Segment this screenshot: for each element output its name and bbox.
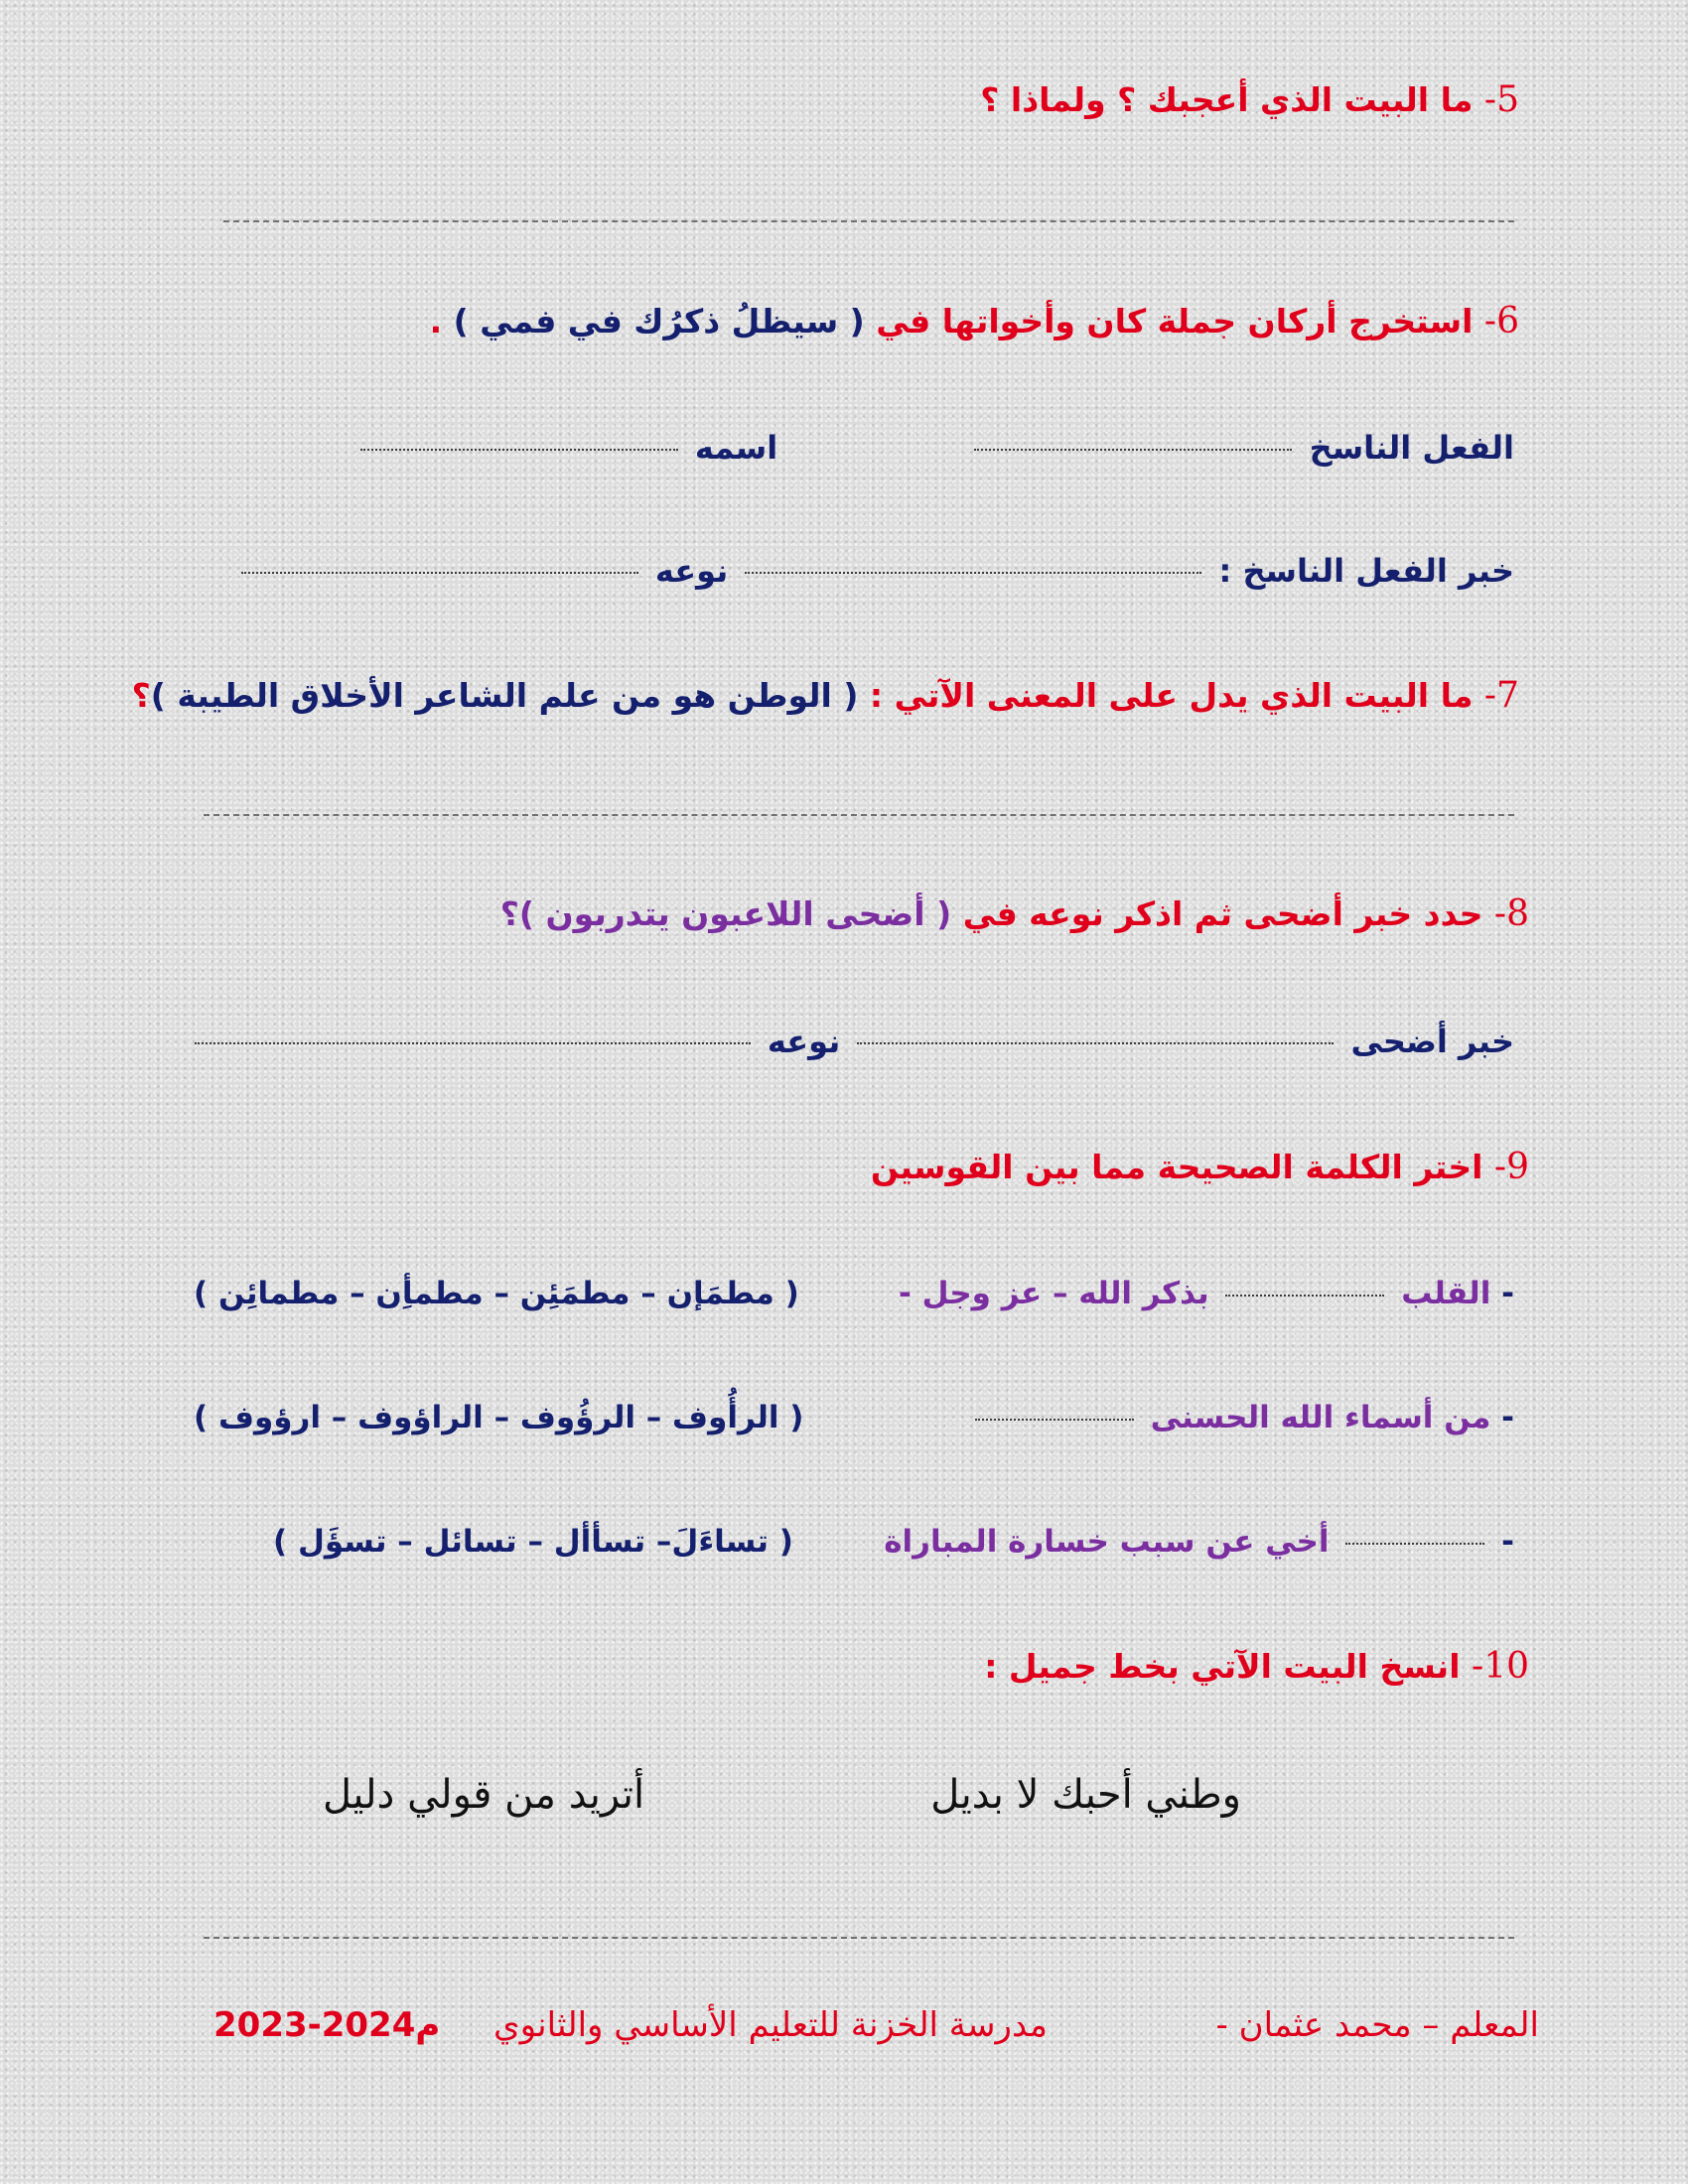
question-5	[980, 79, 1519, 120]
question-7	[132, 675, 1519, 716]
answer-line[interactable]	[223, 220, 1514, 222]
blank-line[interactable]	[1345, 1543, 1484, 1545]
question-end: ؟	[131, 676, 151, 715]
question-number: 5-	[1483, 79, 1519, 120]
footer-teacher: المعلم – محمد عثمان -	[1215, 2005, 1539, 2045]
question-quote: ( أضحى اللاعبون يتدربون )؟	[499, 894, 952, 933]
sentence-start: من أسماء الله الحسنى	[1150, 1400, 1491, 1435]
question-number: 7-	[1483, 675, 1519, 716]
verb-label: الفعل الناسخ	[1309, 429, 1514, 467]
type-label: نوعه	[654, 552, 729, 590]
question-8	[500, 893, 1529, 934]
question-quote: ( الوطن هو من علم الشاعر الأخلاق الطيبة )	[150, 676, 859, 715]
question-number: 8-	[1493, 893, 1529, 934]
question-6	[430, 301, 1519, 341]
type-label: نوعه	[767, 1023, 841, 1060]
sentence-end: بذكر الله – عز وجل -	[899, 1276, 1209, 1311]
question-text: حدد خبر أضحى ثم اذكر نوعه في	[962, 894, 1483, 933]
question-end: .	[429, 302, 443, 341]
answer-row-predicate-type	[235, 552, 1514, 590]
question-number: 10-	[1472, 1646, 1529, 1687]
question-quote: ( سيظلُ ذكرُك في فمي )	[453, 302, 865, 341]
question-text: ما البيت الذي أعجبك ؟ ولماذا ؟	[980, 80, 1474, 119]
type-answer-line[interactable]	[195, 1042, 751, 1044]
choice-item-1-options: ( مطمَإن – مطمَئِن – مطمأِن – مطمائِن )	[194, 1276, 799, 1311]
sentence-end: أخي عن سبب خسارة المباراة	[884, 1524, 1330, 1560]
subject-label: اسمه	[694, 429, 778, 467]
footer-year: 2023-2024م	[213, 2005, 441, 2045]
answer-row-verb-subject	[354, 429, 1514, 467]
blank-line[interactable]	[1225, 1295, 1384, 1297]
question-text: ما البيت الذي يدل على المعنى الآتي :	[869, 676, 1474, 715]
answer-row-predicate-type	[189, 1023, 1514, 1060]
choice-item-3-sentence: - أخي عن سبب خسارة المباراة	[884, 1524, 1514, 1560]
question-text: اختر الكلمة الصحيحة مما بين القوسين	[870, 1148, 1483, 1186]
choice-item-2-options: ( الرأُوف – الرؤُوف – الراؤوف – ارؤوف )	[194, 1400, 804, 1435]
verb-answer-line[interactable]	[974, 449, 1292, 451]
predicate-label: خبر الفعل الناسخ :	[1218, 552, 1514, 590]
blank-line[interactable]	[975, 1419, 1134, 1421]
choice-item-1-sentence: - القلب بذكر الله – عز وجل -	[899, 1276, 1514, 1311]
footer-school: مدرسة الخزنة للتعليم الأساسي والثانوي	[492, 2005, 1048, 2045]
choice-item-3-options: ( تساءَلَ– تسأأل – تسائل – تسؤَل )	[273, 1524, 793, 1560]
predicate-answer-line[interactable]	[745, 572, 1201, 574]
question-text: انسخ البيت الآتي بخط جميل :	[984, 1647, 1461, 1686]
question-9	[871, 1147, 1529, 1187]
sentence-start: القلب	[1401, 1276, 1491, 1311]
question-number: 6-	[1483, 301, 1519, 341]
predicate-label: خبر أضحى	[1350, 1023, 1514, 1060]
predicate-answer-line[interactable]	[857, 1042, 1334, 1044]
answer-line[interactable]	[204, 814, 1514, 816]
subject-answer-line[interactable]	[360, 449, 678, 451]
type-answer-line[interactable]	[241, 572, 638, 574]
question-number: 9-	[1493, 1147, 1529, 1187]
question-text: استخرج أركان جملة كان وأخواتها في	[876, 302, 1474, 341]
choice-item-2-sentence: - من أسماء الله الحسنى	[969, 1400, 1514, 1435]
poem-second-half: أتريد من قولي دليل	[323, 1772, 645, 1818]
question-10	[984, 1646, 1529, 1687]
answer-line[interactable]	[204, 1937, 1514, 1939]
poem-first-half: وطني أحبك لا بديل	[930, 1772, 1241, 1818]
